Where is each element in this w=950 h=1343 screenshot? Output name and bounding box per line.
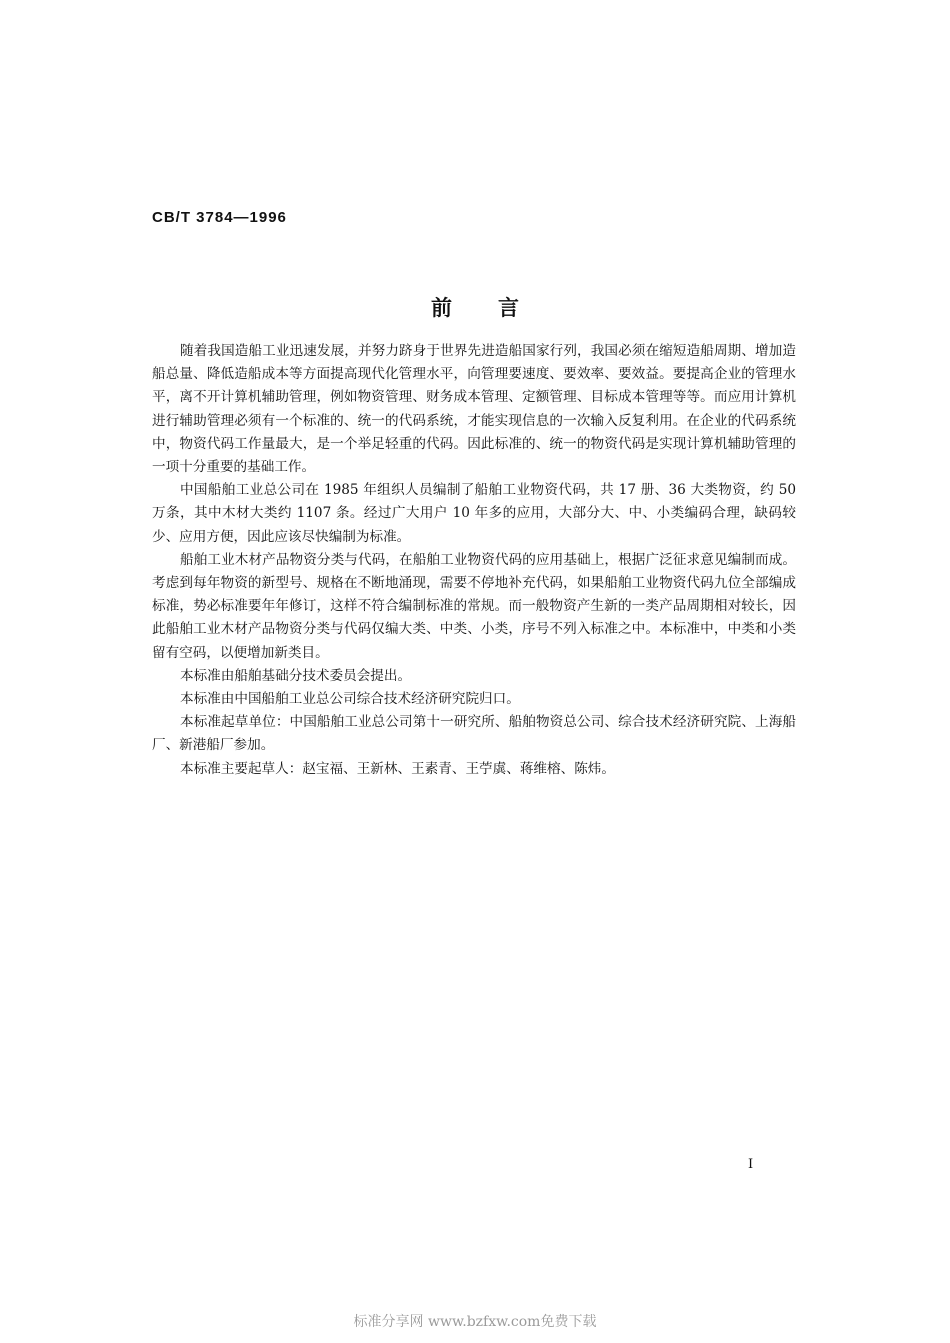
foreword-body (152, 340, 796, 781)
paragraph-history: 中国船舶工业总公司在 1985 年组织人员编制了船舶工业物资代码，共 17 册、36 大类物资，约 50 万条，其中木材大类约 1107 条。经过广大用户 10 年多的应用，大部分大、中、小类编码合理，缺码较少、应用方便，因此应该尽快编制为标准。 (152, 482, 796, 545)
paragraph-centralized: 本标准由中国船舶工业总公司综合技术经济研究院归口。 (180, 691, 520, 708)
paragraph-proposer: 本标准由船舶基础分技术委员会提出。 (180, 667, 412, 684)
page-number: I (748, 1157, 754, 1172)
paragraph-drafters: 本标准主要起草人：赵宝福、王新林、王素青、王苧虡、蒋维榕、陈炜。 (180, 760, 615, 777)
paragraph-drafting-units: 本标准起草单位：中国船舶工业总公司第十一研究所、船舶物资总公司、综合技术经济研究院、上海船厂、新港船厂参加。 (152, 714, 796, 754)
paragraph-background: 随着我国造船工业迅速发展，并努力跻身于世界先进造船国家行列，我国必须在缩短造船周期、增加造船总量、降低造船成本等方面提高现代化管理水平，向管理要速度、要效率、要效益。要提高企业的管理水平，离不开计算机辅助管理，例如物资管理、财务成本管理、定额管理、目标成本管理等等。而应用计算机进行辅助管理必须有一个标准的、统一的代码系统，才能实现信息的一次输入反复利用。在企业的代码系统中，物资代码工作量最大，是一个举足轻重的代码。因此标准的、统一的物资代码是实现计算机辅助管理的一项十分重要的基础工作。 (152, 343, 796, 476)
paragraph-scope: 船舶工业木材产品物资分类与代码，在船舶工业物资代码的应用基础上，根据广泛征求意见编制而成。考虑到每年物资的新型号、规格在不断地涌现，需要不停地补充代码，如果船舶工业物资代码九位全部编成标准，势必标准要年年修订，这样不符合编制标准的常规。而一般物资产生新的一类产品周期相对较长，因此船舶工业木材产品物资分类与代码仅编大类、中类、小类，序号不列入标准之中。本标准中，中类和小类留有空码，以便增加新类目。 (152, 551, 796, 661)
standard-code: CB/T 3784—1996 (152, 209, 287, 226)
watermark: 标准分享网 www.bzfxw.com免费下载 (353, 1314, 597, 1330)
page-title: 前言 (431, 296, 565, 320)
